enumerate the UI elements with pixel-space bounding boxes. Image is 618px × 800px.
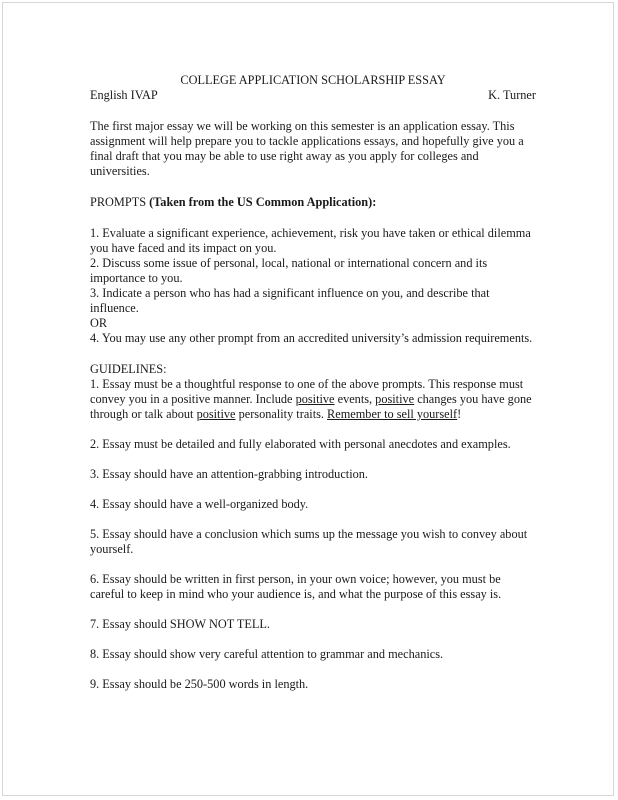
header-row — [90, 88, 536, 103]
course-name: English IVAP — [90, 88, 158, 102]
underlined-word: positive — [196, 407, 236, 421]
prompts-heading-line — [90, 195, 536, 210]
guideline-text: personality traits. — [235, 407, 328, 421]
guideline-item: 9. Essay should be 250-500 words in length. — [90, 677, 309, 691]
prompt-item: 3. Indicate a person who has had a significant influence on you, and describe that influence. — [90, 286, 490, 315]
underlined-word: positive — [295, 392, 335, 406]
prompt-or: OR — [90, 316, 108, 330]
guideline-item: 5. Essay should have a conclusion which sums up the message you wish to convey about yourself. — [90, 527, 528, 556]
guideline-text: changes you have gone through or talk about — [90, 392, 532, 421]
guidelines-heading: GUIDELINES: — [90, 362, 167, 376]
guideline-item: 3. Essay should have an attention-grabbing introduction. — [90, 467, 368, 481]
prompt-item: 2. Discuss some issue of personal, local, national or international concern and its importance to you. — [90, 256, 488, 285]
prompt-item: 4. You may use any other prompt from an accredited university’s admission requirements. — [90, 331, 533, 345]
underlined-phrase: Remember to sell yourself — [327, 407, 458, 421]
author-name: K. Turner — [488, 88, 536, 102]
prompts-subheading: (Taken from the US Common Application): — [149, 195, 377, 209]
guideline-item: 7. Essay should SHOW NOT TELL. — [90, 617, 271, 631]
intro-paragraph: The first major essay we will be working on this semester is an application essay. This assignment will help prepare you to tackle applications essays, and hopefully give you a final draft that you may be able to use right away as you apply for colleges and universities. — [90, 119, 524, 178]
prompt-item: 1. Evaluate a significant experience, achievement, risk you have taken or ethical dilemma you have faced and its impact on you. — [90, 226, 531, 255]
guideline-item: 6. Essay should be written in first person, in your own voice; however, you must be careful to keep in mind who your audience is, and what the purpose of this essay is. — [90, 572, 502, 601]
document-body — [90, 73, 536, 692]
underlined-word: positive — [375, 392, 415, 406]
guideline-text: ! — [457, 407, 462, 421]
guideline-text: 1. Essay must be a thoughtful response to one of the above prompts. This response must convey you in a positive manner. Include — [90, 377, 524, 406]
guideline-item — [90, 377, 536, 422]
guideline-item: 8. Essay should show very careful attention to grammar and mechanics. — [90, 647, 444, 661]
guideline-text: events, — [334, 392, 376, 406]
guideline-item: 2. Essay must be detailed and fully elaborated with personal anecdotes and examples. — [90, 437, 511, 451]
document-title: COLLEGE APPLICATION SCHOLARSHIP ESSAY — [180, 73, 446, 87]
prompts-heading: PROMPTS — [90, 195, 147, 209]
guideline-item: 4. Essay should have a well-organized body. — [90, 497, 309, 511]
